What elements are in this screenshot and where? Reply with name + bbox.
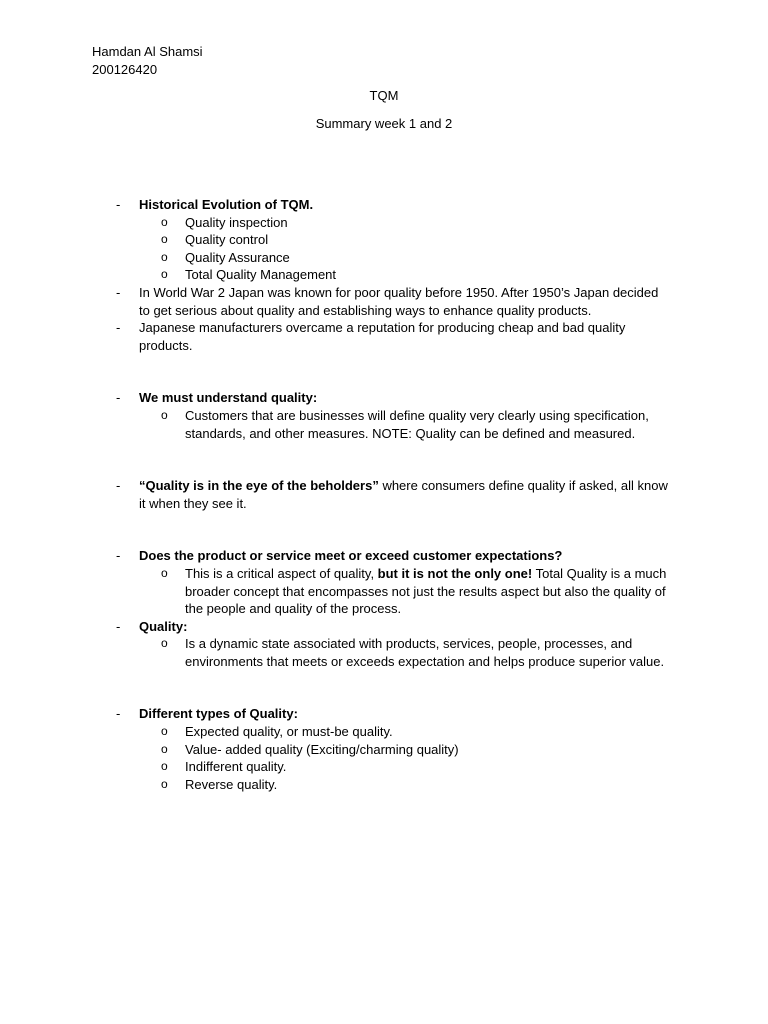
quote-text: “Quality is in the eye of the beholders”	[139, 478, 379, 494]
list-item	[0, 319, 672, 354]
sub-item-text: Total Quality Management	[185, 267, 337, 283]
emphasis-text: but it is not the only one!	[377, 565, 533, 581]
sub-list-item	[0, 407, 672, 442]
list-item	[0, 389, 672, 407]
dash-bullet: -	[116, 478, 121, 494]
sub-item-text: Quality inspection	[185, 214, 288, 230]
author-name: Hamdan Al Shamsi	[92, 44, 203, 59]
sub-list-item	[0, 741, 672, 759]
sub-item-text: Is a dynamic state associated with products, services, people, processes, and environments that meets or exceeds expectation and helps produce superior value.	[185, 636, 665, 669]
dash-bullet: -	[116, 197, 121, 212]
sub-item-text: This is a critical aspect of quality,	[185, 565, 378, 581]
summary-list	[0, 196, 768, 793]
circle-bullet: o	[161, 776, 168, 791]
spacer	[0, 512, 768, 547]
item-text: In World War 2 Japan was known for poor quality before 1950. After 1950’s Japan decided to get serious about quality and establishing ways to enhance quality products.	[139, 284, 659, 318]
circle-bullet: o	[161, 249, 168, 264]
sub-item-text: Reverse quality.	[185, 776, 278, 792]
sub-list-item	[0, 266, 672, 284]
student-id: 200126420	[92, 61, 158, 77]
spacer	[0, 442, 768, 477]
sub-item-text: Indifferent quality.	[185, 759, 287, 775]
sub-item-text: Value- added quality (Exciting/charming quality)	[185, 741, 459, 757]
sub-list-item	[0, 723, 672, 741]
circle-bullet: o	[161, 565, 168, 580]
circle-bullet: o	[161, 759, 168, 774]
spacer	[0, 670, 768, 705]
author-block	[92, 43, 203, 78]
dash-bullet: -	[116, 320, 121, 336]
sub-item-text: Expected quality, or must-be quality.	[185, 724, 393, 740]
section-heading: Different types of Quality:	[139, 706, 298, 722]
section-heading: Does the product or service meet or exceed customer expectations?	[139, 548, 563, 564]
circle-bullet: o	[161, 407, 168, 422]
document-title: TQM	[369, 88, 399, 103]
sub-list-item	[0, 635, 672, 670]
sub-item-text: Quality Assurance	[185, 249, 290, 265]
item-text: where consumers define quality if asked, all know it when they see it.	[139, 478, 668, 511]
dash-bullet: -	[116, 548, 121, 564]
dash-bullet: -	[116, 390, 121, 406]
sub-item-text: Total Quality is a much broader concept that encompasses not just the results aspect but also the quality of the people and quality of the process.	[185, 565, 667, 617]
circle-bullet: o	[161, 267, 168, 282]
list-item	[0, 477, 672, 512]
circle-bullet: o	[161, 232, 168, 247]
sub-list-item	[0, 565, 672, 618]
list-item	[0, 284, 672, 319]
circle-bullet: o	[161, 724, 168, 739]
section-heading: We must understand quality:	[139, 390, 318, 406]
sub-item-text: Customers that are businesses will define quality very clearly using specification, standards, and other measures. NOTE: Quality can be defined and measured.	[185, 407, 649, 441]
sub-list-item	[0, 214, 672, 232]
sub-list-item	[0, 231, 672, 249]
dash-bullet: -	[116, 706, 121, 722]
section-heading: Quality:	[139, 618, 188, 634]
spacer	[0, 354, 768, 389]
circle-bullet: o	[161, 741, 168, 756]
section-heading: Historical Evolution of TQM.	[139, 197, 314, 212]
list-item	[0, 618, 672, 636]
sub-list-item	[0, 758, 672, 776]
circle-bullet: o	[161, 636, 168, 651]
circle-bullet: o	[161, 214, 168, 229]
list-item	[0, 547, 672, 565]
sub-item-text: Quality control	[185, 232, 269, 248]
sub-list-item	[0, 249, 672, 267]
list-item	[0, 705, 672, 723]
dash-bullet: -	[116, 618, 121, 634]
document-subtitle: Summary week 1 and 2	[315, 116, 453, 131]
item-text: Japanese manufacturers overcame a reputation for producing cheap and bad quality products.	[139, 320, 626, 353]
sub-list-item	[0, 776, 672, 794]
list-item	[0, 196, 672, 214]
dash-bullet: -	[116, 284, 121, 300]
